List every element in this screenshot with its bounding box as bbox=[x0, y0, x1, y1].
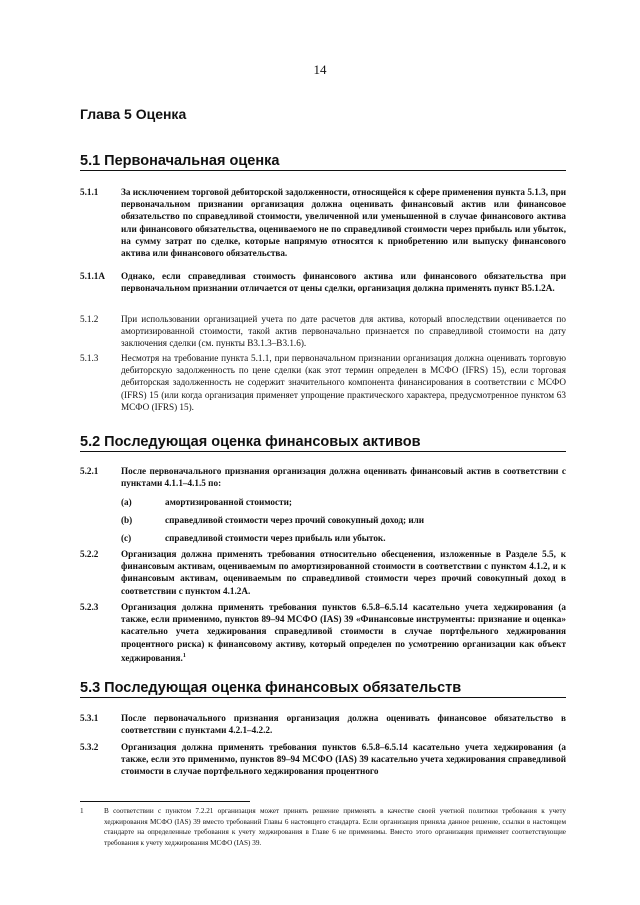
list-item-text: справедливой стоимости через прочий совокупный доход; или bbox=[165, 515, 425, 525]
paragraph-5-2-3: 5.2.3 Организация должна применять требования пунктов 6.5.8–6.5.14 касательно учета хеджирования (а также, если применимо, пунктов 89–94 МСФО (IAS) 39 «Финансовые инструменты: признание и оценка» касательно учета хеджирования справедливой стоимости в случае портфельного хеджирования процентного риска) к финансовому активу, который определен по усмотрению организации как объект хеджирования.$^1$ bbox=[80, 602, 566, 663]
paragraph-text: После первоначального признания организация должна оценивать финансовое обязательство в соответствии с пунктами 4.2.1–4.2.2. bbox=[121, 713, 566, 736]
paragraph-5-1-2 bbox=[80, 313, 566, 350]
paragraph-number: 5.2.3 bbox=[80, 602, 99, 612]
paragraph-5-1-1a bbox=[80, 270, 566, 294]
section-heading-5-1: 5.1 Первоначальная оценка bbox=[80, 153, 566, 171]
paragraph-5-2-2 bbox=[80, 548, 566, 597]
paragraph-5-1-1 bbox=[80, 186, 566, 259]
paragraph-number: 5.2.2 bbox=[80, 549, 99, 559]
list-item-text: справедливой стоимости через прибыль или убыток. bbox=[165, 533, 386, 543]
list-item-text: амортизированной стоимости; bbox=[165, 497, 292, 507]
paragraph-5-2-1 bbox=[80, 465, 566, 489]
chapter-title: Глава 5 Оценка bbox=[80, 106, 187, 122]
paragraph-text: Однако, если справедливая стоимость финансового актива или финансового обязательства при первоначальном признании отличается от цены сделки, организация должна применять пункт B5.1.2A. bbox=[121, 271, 566, 294]
footnote-reference: 1 bbox=[182, 652, 186, 659]
paragraph-number: 5.1.2 bbox=[80, 314, 99, 324]
paragraph-5-3-1 bbox=[80, 712, 566, 736]
footnote-number: 1 bbox=[80, 807, 84, 815]
paragraph-text: Организация должна применять требования пунктов 6.5.8–6.5.14 касательно учета хеджирования (а также, если применимо, пунктов 89–94 МСФО (IAS) 39 «Финансовые инструменты: признание и оценка» касательно учета хеджирования справедливой стоимости в случае портфельного хеджирования процентного риска) к финансовому активу, который определен по усмотрению организации как объект хеджирования bbox=[121, 602, 566, 663]
paragraph-text: После первоначального признания организация должна оценивать финансовый актив в соответствии с пунктами 4.1.1–4.1.5 по: bbox=[121, 466, 566, 489]
list-item-label: (c) bbox=[121, 533, 132, 543]
list-item-b bbox=[121, 515, 561, 525]
paragraph-number: 5.1.1 bbox=[80, 187, 99, 197]
paragraph-text: Организация должна применять требования пунктов 6.5.8–6.5.14 касательно учета хеджирования (а также, если это применимо, пунктов 89–94 МСФО (IAS) 39 касательно учета хеджирования справедливой стоимости в случае портфельного хеджирования процентного bbox=[121, 742, 566, 777]
section-heading-5-2: 5.2 Последующая оценка финансовых активов bbox=[80, 434, 566, 452]
list-item-label: (a) bbox=[121, 497, 132, 507]
section-heading-5-3: 5.3 Последующая оценка финансовых обязательств bbox=[80, 680, 566, 698]
paragraph-text: За исключением торговой дебиторской задолженности, относящейся к сфере применения пункта 5.1.3, при первоначальном признании организация должна оценивать финансовый актив или финансовое обязательство по справедливой стоимости, увеличенной или уменьшенной в случае финансового актива или финансового обязательства, оцениваемого не по справедливой стоимости через прибыль или убыток, на сумму затрат по сделке, которые напрямую относятся к приобретению или выпуску финансового актива или финансового обязательства. bbox=[121, 187, 566, 259]
page-number: 14 bbox=[313, 62, 327, 77]
paragraph-number: 5.3.1 bbox=[80, 713, 99, 723]
paragraph-number: 5.1.3 bbox=[80, 353, 99, 363]
list-item-label: (b) bbox=[121, 515, 133, 525]
paragraph-number: 5.2.1 bbox=[80, 466, 99, 476]
footnote-text: В соответствии с пунктом 7.2.21 организация может принять решение применять в качестве своей учетной политики требования к учету хеджирования МСФО (IAS) 39 вместо требований Главы 6 настоящего стандарта. Если организация приняла данное решение, ссылки в настоящем стандарте на определенные требования к учету хеджирования в Главе 6 не применимы. Вместо этого организация применяет соответствующие требования к учету хеджирования МСФО (IAS) 39. bbox=[104, 807, 566, 847]
paragraph-number: 5.3.2 bbox=[80, 742, 99, 752]
list-item-c bbox=[121, 533, 561, 543]
paragraph-text: При использовании организацией учета по дате расчетов для актива, который впоследствии оценивается по амортизированной стоимости, такой актив первоначально признается по справедливой стоимости на дату заключения сделки (см. пункты B3.1.3–B3.1.6). bbox=[121, 314, 566, 349]
paragraph-5-3-2 bbox=[80, 741, 566, 778]
paragraph-5-1-3 bbox=[80, 352, 566, 413]
paragraph-text: Организация должна применять требования относительно обесценения, изложенные в Разделе 5.5, к финансовым активам, оцениваемым по амортизированной стоимости в соответствии с пунктом 4.1.2, и к финансовым активам, оцениваемым по справедливой стоимости через прочий совокупный доход в соответствии с пунктом 4.1.2A. bbox=[121, 549, 566, 596]
footnote-divider bbox=[80, 801, 250, 802]
list-item-a bbox=[121, 497, 561, 507]
footnote bbox=[80, 806, 566, 848]
paragraph-number: 5.1.1A bbox=[80, 271, 106, 281]
paragraph-text: Несмотря на требование пункта 5.1.1, при первоначальном признании организация должна оценивать торговую дебиторскую задолженность по цене сделки (как этот термин определен в МСФО (IFRS) 15), если торговая дебиторская задолженность не содержит значительного компонента финансирования в соответствии с МСФО (IFRS) 15 (или когда организация применяет упрощение практического характера, предусмотренное пунктом 63 МСФО (IFRS) 15). bbox=[121, 353, 566, 412]
